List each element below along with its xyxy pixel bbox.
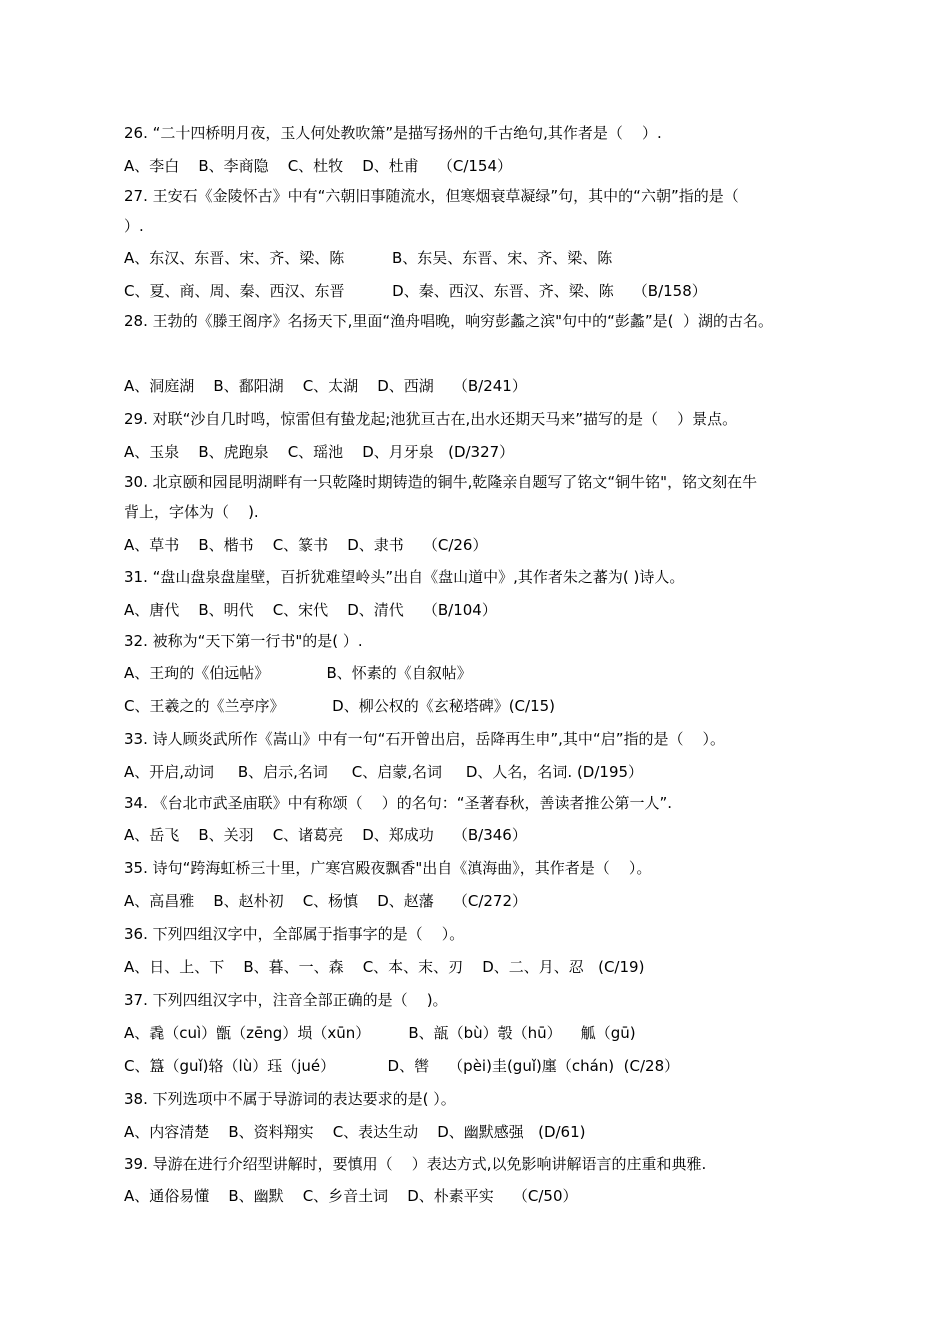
options-32-ab: A、王珣的《伯远帖》 B、怀素的《自叙帖》 [124, 664, 472, 682]
options-29: A、玉泉 B、虎跑泉 C、瑶池 D、月牙泉 (D/327） [124, 443, 515, 461]
question-30-cont: 背上，字体为（ ). [124, 503, 259, 521]
options-33: A、开启,动词 B、启示,名词 C、启蒙,名词 D、人名，名词. (D/195） [124, 763, 644, 781]
question-34: 34. 《台北市武圣庙联》中有称颂（ ）的名句：“圣著春秋，善读者推公第一人”. [124, 794, 673, 812]
options-34: A、岳飞 B、关羽 C、诸葛亮 D、郑成功 （B/346） [124, 826, 527, 844]
question-38: 38. 下列选项中不属于导游词的表达要求的是( ）。 [124, 1090, 456, 1108]
options-31: A、唐代 B、明代 C、宋代 D、清代 （B/104） [124, 601, 497, 619]
question-28: 28. 王勃的《滕王阁序》名扬天下,里面“渔舟唱晚，响穷彭蠡之滨"句中的“彭蠡”是( ）湖的古名。 [124, 312, 773, 330]
question-37: 37. 下列四组汉字中，注音全部正确的是（ )。 [124, 991, 448, 1009]
question-32: 32. 被称为“天下第一行书"的是( ）. [124, 632, 363, 650]
options-28: A、洞庭湖 B、鄱阳湖 C、太湖 D、西湖 （B/241） [124, 377, 527, 395]
question-36: 36. 下列四组汉字中，全部属于指事字的是（ ）。 [124, 925, 465, 943]
question-30: 30. 北京颐和园昆明湖畔有一只乾隆时期铸造的铜牛,乾隆亲自题写了铭文“铜牛铭"，铭文刻在牛 [124, 473, 758, 491]
options-37-cd: C、簋（guǐ)辂（lù）珏（jué） D、辔 （pèi)圭(guǐ)廛（chán) (C/28） [124, 1057, 680, 1075]
question-29: 29. 对联“沙自几时鸣，惊雷但有蛰龙起;池犹亘古在,出水还期天马来”描写的是（ ）景点。 [124, 410, 738, 428]
options-32-cd: C、王羲之的《兰亭序》 D、柳公权的《玄秘塔碑》(C/15) [124, 697, 556, 715]
options-36: A、日、上、下 B、暮、一、森 C、本、末、刃 D、二、月、忍 (C/19) [124, 958, 645, 976]
options-37-ab: A、毳（cuì）甑（zēng）埙（xūn） B、瓿（bù）彀（hū） 觚（gū) [124, 1024, 636, 1042]
question-26: 26. “二十四桥明月夜，玉人何处教吹箫”是描写扬州的千古绝句,其作者是（ ）. [124, 124, 662, 142]
question-27: 27. 王安石《金陵怀古》中有“六朝旧事随流水，但寒烟衰草凝绿”句，其中的“六朝”指的是（ [124, 187, 739, 205]
options-27-cd: C、夏、商、周、秦、西汉、东晋 D、秦、西汉、东晋、齐、梁、陈 （B/158） [124, 282, 707, 300]
question-35: 35. 诗句“跨海虹桥三十里，广寒宫殿夜飘香"出自《滇海曲》，其作者是（ ）。 [124, 859, 652, 877]
question-33: 33. 诗人顾炎武所作《嵩山》中有一句“石开曾出启，岳降再生申”,其中“启”指的是（ ）。 [124, 730, 726, 748]
options-26: A、李白 B、李商隐 C、杜牧 D、杜甫 （C/154） [124, 157, 513, 175]
options-35: A、高昌雅 B、赵朴初 C、杨慎 D、赵藩 （C/272） [124, 892, 528, 910]
options-38: A、内容清楚 B、资料翔实 C、表达生动 D、幽默感强 (D/61) [124, 1123, 586, 1141]
options-39: A、通俗易懂 B、幽默 C、乡音土词 D、朴素平实 （C/50） [124, 1187, 578, 1205]
question-31: 31. “盘山盘泉盘崖壁，百折犹难望岭头”出自《盘山道中》,其作者朱之蕃为( )诗人。 [124, 568, 685, 586]
question-27-cont: ）. [124, 217, 144, 235]
options-27-ab: A、东汉、东晋、宋、齐、梁、陈 B、东吴、东晋、宋、齐、梁、陈 [124, 249, 613, 267]
options-30: A、草书 B、楷书 C、篆书 D、隶书 （C/26） [124, 536, 488, 554]
question-39: 39. 导游在进行介绍型讲解时，要慎用（ ）表达方式,以免影响讲解语言的庄重和典雅. [124, 1155, 707, 1173]
